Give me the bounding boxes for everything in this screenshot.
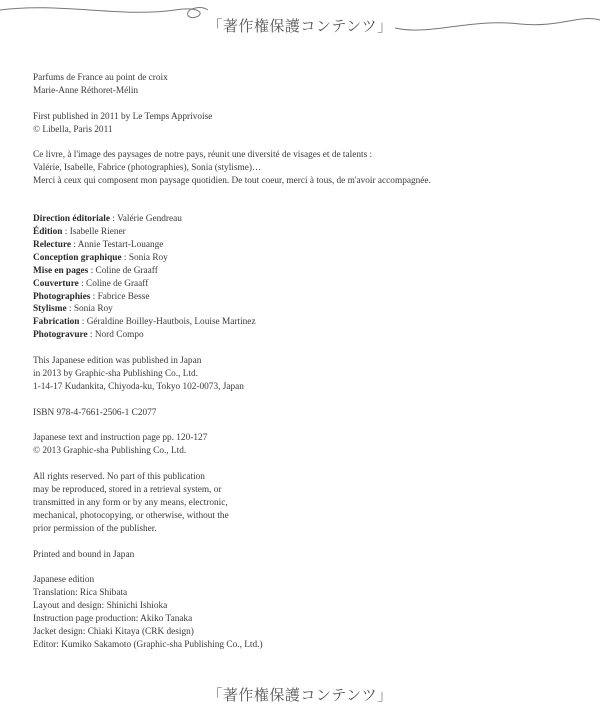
- publication-line: First published in 2011 by Le Temps Apprivoise: [33, 111, 213, 122]
- credit-value: Annie Testart-Louange: [77, 239, 164, 250]
- credit-value: Fabrice Besse: [97, 291, 150, 302]
- credit-label: Édition: [33, 227, 63, 238]
- credit-label: Stylisme: [33, 304, 67, 315]
- credit-label: Photographies: [33, 291, 91, 302]
- credit-label: Relecture: [33, 239, 72, 250]
- staff-line: Japanese edition: [33, 575, 95, 586]
- credit-value: Valérie Gendreau: [117, 214, 182, 225]
- credit-value: Coline de Graaff: [95, 265, 158, 276]
- japanese-text-line: © 2013 Graphic-sha Publishing Co., Ltd.: [33, 446, 187, 457]
- credit-line: Photographies : Fabrice Besse: [33, 291, 150, 302]
- isbn-line: ISBN 978-4-7661-2506-1 C2077: [33, 407, 157, 418]
- staff-line: Translation: Rica Shibata: [33, 588, 128, 599]
- credit-label: Couverture: [33, 278, 79, 289]
- credit-line: Photogravure : Nord Compo: [33, 330, 144, 341]
- japanese-text-line: Japanese text and instruction page pp. 120-127: [33, 433, 208, 444]
- isbn-block: [33, 407, 573, 420]
- printed-block: [33, 549, 573, 562]
- edition-line: 1-14-17 Kudankita, Chiyoda-ku, Tokyo 102-0073, Japan: [33, 381, 244, 392]
- credit-label: Photogravure: [33, 330, 88, 341]
- credit-value: Nord Compo: [94, 330, 144, 341]
- title-block: [33, 72, 573, 98]
- edition-line: in 2013 by Graphic-sha Publishing Co., Ltd.: [33, 368, 199, 379]
- credit-value: Sonia Roy: [128, 252, 168, 263]
- publication-block: [33, 111, 573, 137]
- credit-label: Fabrication: [33, 317, 80, 328]
- credit-value: Coline de Graaff: [86, 278, 149, 289]
- credit-line: Mise en pages : Coline de Graaff: [33, 265, 158, 276]
- rights-line: mechanical, photocopying, or otherwise, without the: [33, 510, 229, 521]
- staff-line: Editor: Kumiko Sakamoto (Graphic-sha Publishing Co., Ltd.): [33, 639, 263, 650]
- staff-block: [33, 574, 573, 651]
- dedication-block: [33, 149, 573, 188]
- japanese-edition-block: [33, 355, 573, 394]
- credit-line: Édition : Isabelle Riener: [33, 227, 126, 238]
- author-name: Marie-Anne Réthoret-Mélin: [33, 85, 139, 96]
- copyright-watermark-bottom: 「著作権保護コンテンツ」: [207, 686, 393, 704]
- edition-line: This Japanese edition was published in Japan: [33, 356, 202, 367]
- credit-label: Direction éditoriale: [33, 214, 111, 225]
- credit-line: Relecture : Annie Testart-Louange: [33, 239, 164, 250]
- credit-label: Conception graphique: [33, 252, 122, 263]
- credit-value: Sonia Roy: [73, 304, 113, 315]
- rights-line: prior permission of the publisher.: [33, 523, 157, 534]
- publication-line: © Libella, Paris 2011: [33, 124, 113, 135]
- credit-line: Stylisme : Sonia Roy: [33, 304, 113, 315]
- staff-line: Instruction page production: Akiko Tanaka: [33, 614, 193, 625]
- staff-line: Jacket design: Chiaki Kitaya (CRK design): [33, 627, 194, 638]
- rights-line: may be reproduced, stored in a retrieval system, or: [33, 485, 222, 496]
- credit-value: Isabelle Riener: [69, 227, 126, 238]
- japanese-text-block: [33, 432, 573, 458]
- credit-label: Mise en pages: [33, 265, 89, 276]
- rights-block: [33, 471, 573, 536]
- rights-line: All rights reserved. No part of this publication: [33, 472, 205, 483]
- printed-line: Printed and bound in Japan: [33, 549, 135, 560]
- credit-line: Fabrication : Géraldine Boilley-Hautbois, Louise Martinez: [33, 317, 256, 328]
- credit-line: Conception graphique : Sonia Roy: [33, 252, 168, 263]
- staff-line: Layout and design: Shinichi Ishioka: [33, 601, 168, 612]
- rights-line: transmitted in any form or by any means, electronic,: [33, 498, 228, 508]
- book-title: Parfums de France au point de croix: [33, 73, 168, 83]
- dedication-line: Merci à ceux qui composent mon paysage quotidien. De tout coeur, merci à tous, de m'avoir accompagnée.: [33, 176, 431, 187]
- dedication-line: Valérie, Isabelle, Fabrice (photographies), Sonia (stylisme)…: [33, 163, 262, 174]
- credit-value: Géraldine Boilley-Hautbois, Louise Martinez: [86, 317, 256, 328]
- credits-block: [33, 213, 573, 342]
- dedication-line: Ce livre, à l'image des paysages de notre pays, réunit une diversité de visages et de talents :: [33, 150, 373, 161]
- credit-line: Direction éditoriale : Valérie Gendreau: [33, 214, 182, 225]
- credit-line: Couverture : Coline de Graaff: [33, 278, 149, 289]
- copyright-watermark-top: 「著作権保護コンテンツ」: [207, 17, 393, 35]
- colophon-text: [33, 72, 573, 665]
